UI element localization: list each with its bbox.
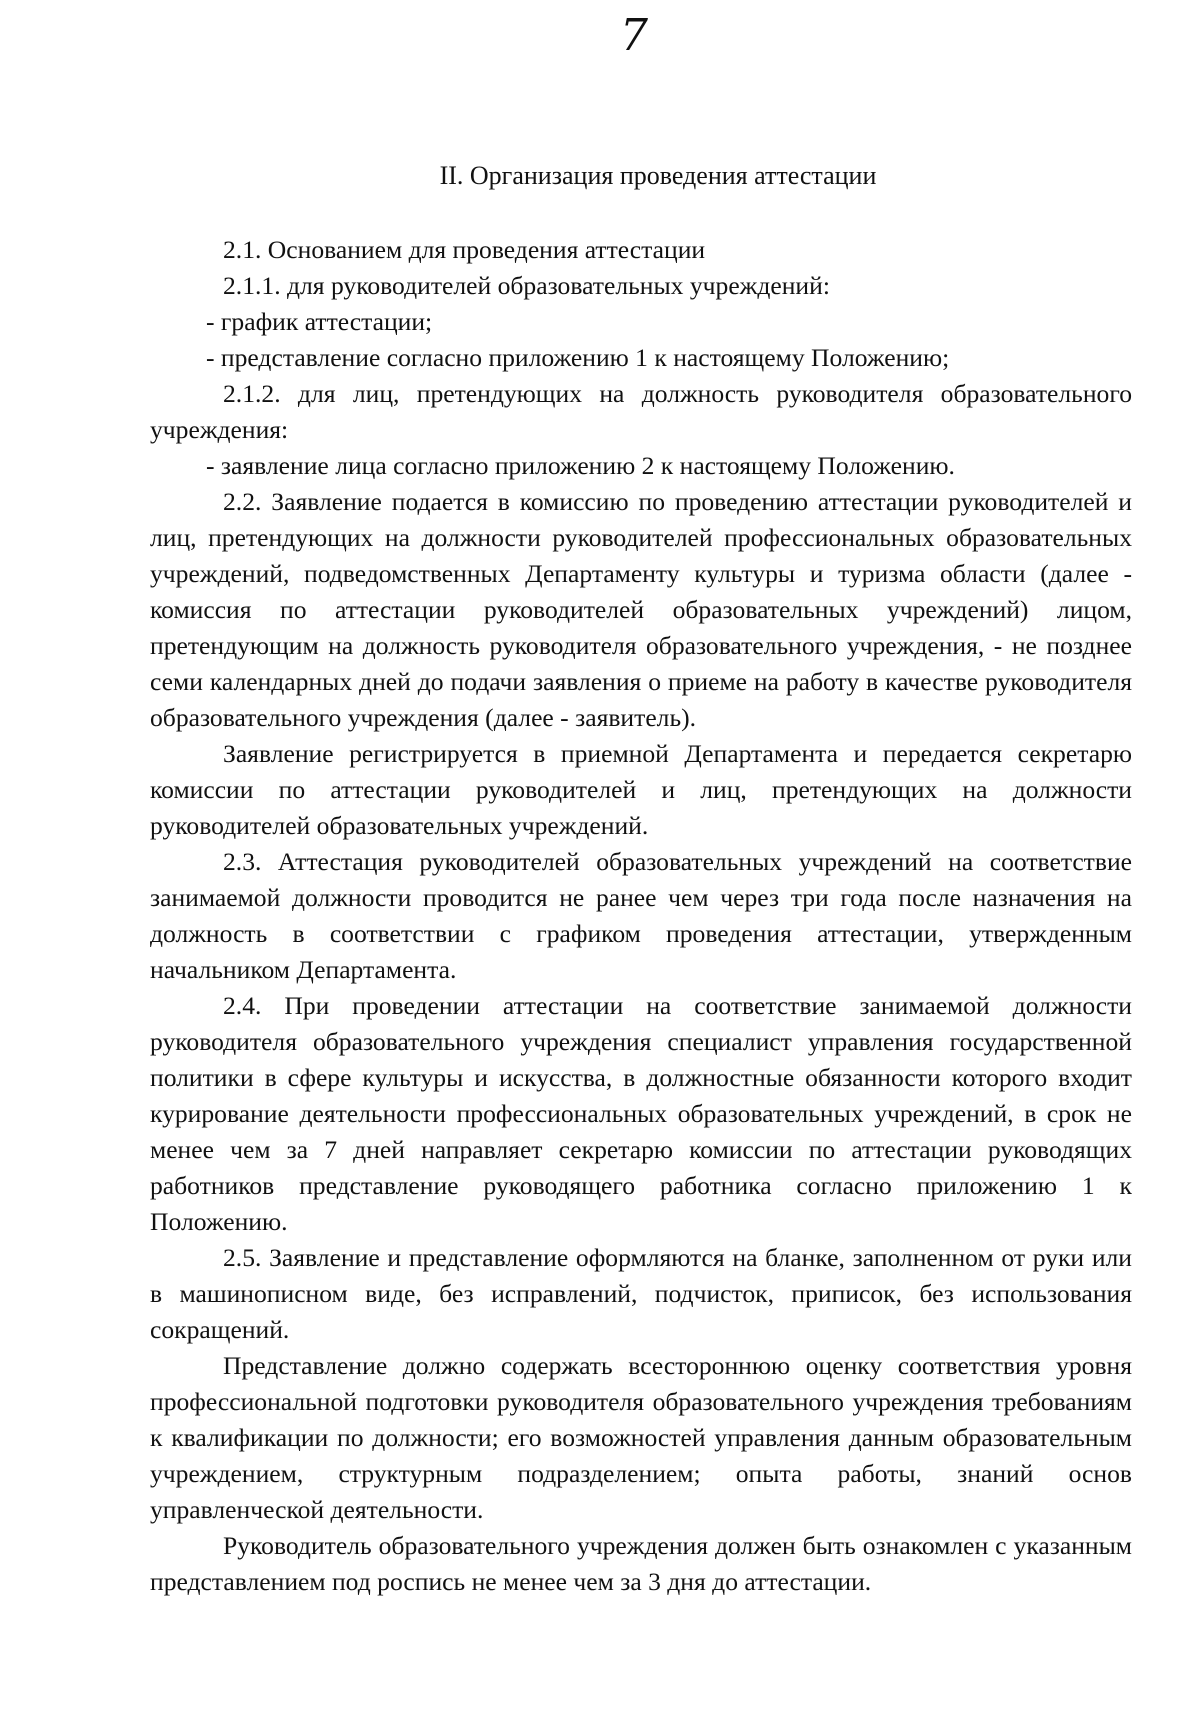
- paragraph-registration: Заявление регистрируется в приемной Департамента и передается секретарю комиссии по аттестации руководителей и лиц, претендующих на должности руководителей образовательных учреждений.: [150, 739, 1132, 840]
- paragraph-2-1-2: 2.1.2. для лиц, претендующих на должность руководителя образовательного учреждения:: [150, 379, 1132, 444]
- document-body: [150, 232, 1132, 1600]
- paragraph-2-3: 2.3. Аттестация руководителей образовательных учреждений на соответствие занимаемой должности проводится не ранее чем через три года после назначения на должность в соответствии с графиком проведения аттестации, утвержденным начальником Департамента.: [150, 847, 1132, 984]
- paragraph-2-2: 2.2. Заявление подается в комиссию по проведению аттестации руководителей и лиц, претендующих на должности руководителей профессиональных образовательных учреждений, подведомственных Департаменту культуры и туризма области (далее - комиссия по аттестации руководителей образовательных учреждений) лицом, претендующим на должность руководителя образовательного учреждения, - не позднее семи календарных дней до подачи заявления о приеме на работу в качестве руководителя образовательного учреждения (далее - заявитель).: [150, 487, 1132, 732]
- list-item-schedule: - график аттестации;: [206, 307, 433, 336]
- paragraph-acknowledgement: Руководитель образовательного учреждения должен быть ознакомлен с указанным представлением под роспись не менее чем за 3 дня до аттестации.: [150, 1531, 1132, 1596]
- page-number: 7: [620, 10, 648, 61]
- list-item-presentation: - представление согласно приложению 1 к настоящему Положению;: [206, 343, 950, 372]
- paragraph-2-4: 2.4. При проведении аттестации на соответствие занимаемой должности руководителя образовательного учреждения специалист управления государственной политики в сфере культуры и искусства, в должностные обязанности которого входит курирование деятельности профессиональных образовательных учреждений, в срок не менее чем за 7 дней направляет секретарю комиссии по аттестации руководящих работников представление руководящего работника согласно приложению 1 к Положению.: [150, 991, 1132, 1236]
- paragraph-2-1-1: 2.1.1. для руководителей образовательных учреждений:: [223, 271, 830, 300]
- paragraph-2-1: 2.1. Основанием для проведения аттестации: [223, 235, 706, 264]
- list-item-application: - заявление лица согласно приложению 2 к настоящему Положению.: [206, 451, 955, 480]
- paragraph-2-5: 2.5. Заявление и представление оформляются на бланке, заполненном от руки или в машинописном виде, без исправлений, подчисток, приписок, без использования сокращений.: [150, 1243, 1132, 1344]
- paragraph-presentation-content: Представление должно содержать всестороннюю оценку соответствия уровня профессиональной подготовки руководителя образовательного учреждения требованиям к квалификации по должности; его возможностей управления данным образовательным учреждением, структурным подразделением; опыта работы, знаний основ управленческой деятельности.: [150, 1351, 1132, 1524]
- section-title: II. Организация проведения аттестации: [439, 161, 877, 190]
